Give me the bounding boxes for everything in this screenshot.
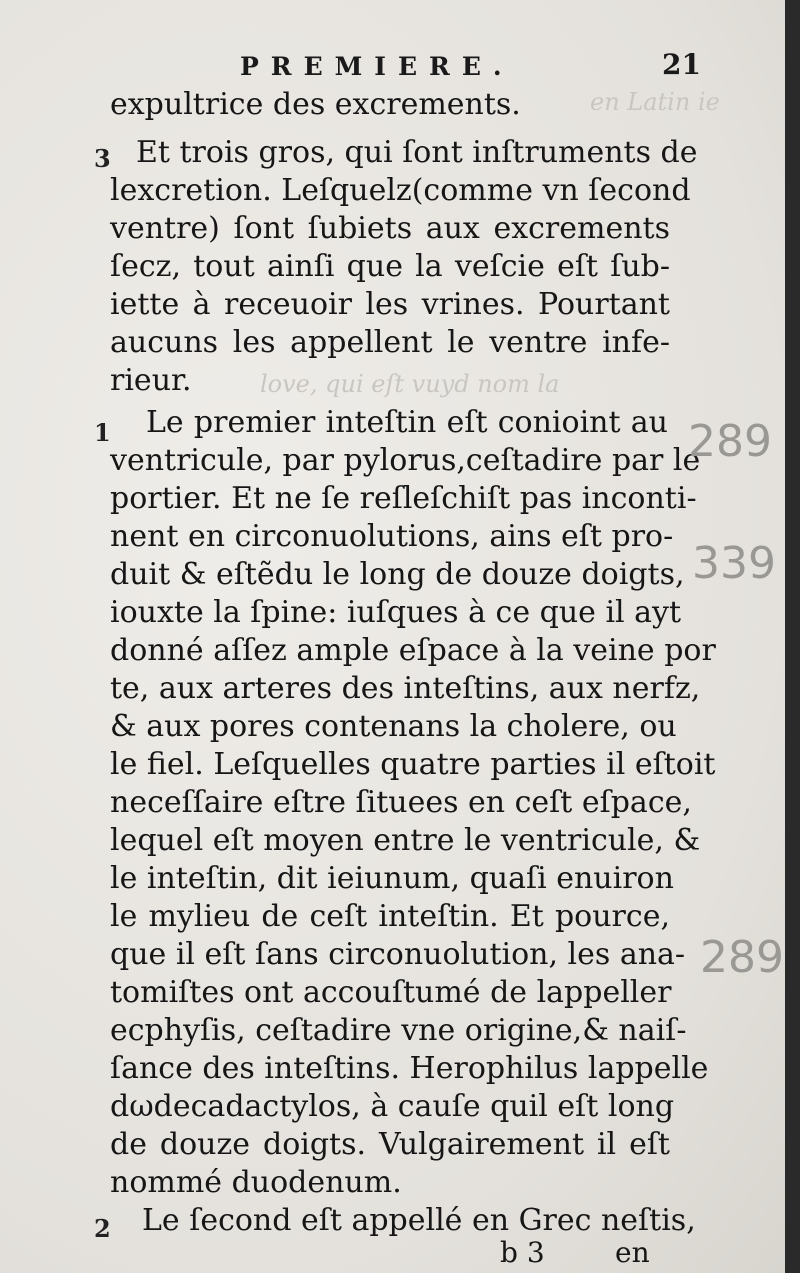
text-line: lexcretion. Leſquelz(comme vn ſecond [110, 173, 691, 208]
margin-note: 339 [692, 538, 776, 589]
margin-note: 289 [688, 416, 772, 467]
paragraph-number: 2 [94, 1214, 111, 1243]
text-line: le inteſtin, dit ieiunum, quaſi enuiron [110, 861, 674, 896]
text-line: ventre) ſont ſubiets aux excrements [110, 211, 670, 246]
text-line: neceſſaire eſtre ſituees en ceſt eſpace, [110, 785, 692, 820]
text-line: lequel eſt moyen entre le ventricule, & [110, 823, 701, 858]
paragraph-number: 1 [94, 418, 111, 447]
running-title: PREMIERE. [240, 52, 514, 81]
text-line: te, aux arteres des inteſtins, aux nerfz, [110, 671, 701, 706]
signature-mark: b 3 [500, 1236, 545, 1269]
text-line: Le premier inteſtin eſt conioint au [146, 405, 668, 440]
text-line: donné aſſez ample eſpace à la veine por [110, 633, 716, 668]
text-line: iouxte la ſpine: iuſques à ce que il ayt [110, 595, 682, 630]
text-line: aucuns les appellent le ventre infe- [110, 325, 670, 360]
text-line: ecphyſis, ceſtadire vne origine,& naiſ- [110, 1013, 687, 1048]
show-through-text: en Latin ie [590, 88, 720, 116]
text-line: ſecz, tout ainſi que la veſcie eſt ſub- [110, 249, 670, 284]
text-line: portier. Et ne ſe reſleſchiſt pas inconti- [110, 481, 697, 516]
text-line: & aux pores contenans la cholere, ou [110, 709, 677, 744]
text-line: rieur. [110, 363, 192, 398]
page-number: 21 [662, 48, 701, 81]
text-line: que il eſt ſans circonuolution, les ana- [110, 937, 686, 972]
text-line: Et trois gros, qui ſont inſtruments de [136, 135, 698, 170]
show-through-text: love, qui eſt vuyd nom la [260, 370, 560, 398]
text-line: tomiſtes ont accouſtumé de lappeller [110, 975, 672, 1010]
text-line: ventricule, par pylorus,ceſtadire par le [110, 443, 701, 478]
catchword: en [615, 1236, 650, 1269]
text-line: nommé duodenum. [110, 1165, 402, 1200]
text-line: ſance des inteſtins. Herophilus lappelle [110, 1051, 709, 1086]
text-line: le fiel. Leſquelles quatre parties il eſtoit [110, 747, 716, 782]
text-line: de douze doigts. Vulgairement il eſt [110, 1127, 670, 1162]
text-line: Le ſecond eſt appellé en Grec neſtis, [142, 1203, 696, 1238]
text-line: duit & eſtẽdu le long de douze doigts, [110, 557, 685, 592]
text-line: iette à receuoir les vrines. Pourtant [110, 287, 670, 322]
text-line: expultrice des excrements. [110, 87, 521, 122]
text-line: dωdecadactylos, à cauſe quil eſt long [110, 1089, 675, 1124]
text-line: nent en circonuolutions, ains eſt pro- [110, 519, 674, 554]
scan-edge [785, 0, 800, 1273]
paragraph-number: 3 [94, 144, 111, 173]
margin-note: 289 [700, 932, 784, 983]
text-line: le mylieu de ceſt inteſtin. Et pource, [110, 899, 670, 934]
